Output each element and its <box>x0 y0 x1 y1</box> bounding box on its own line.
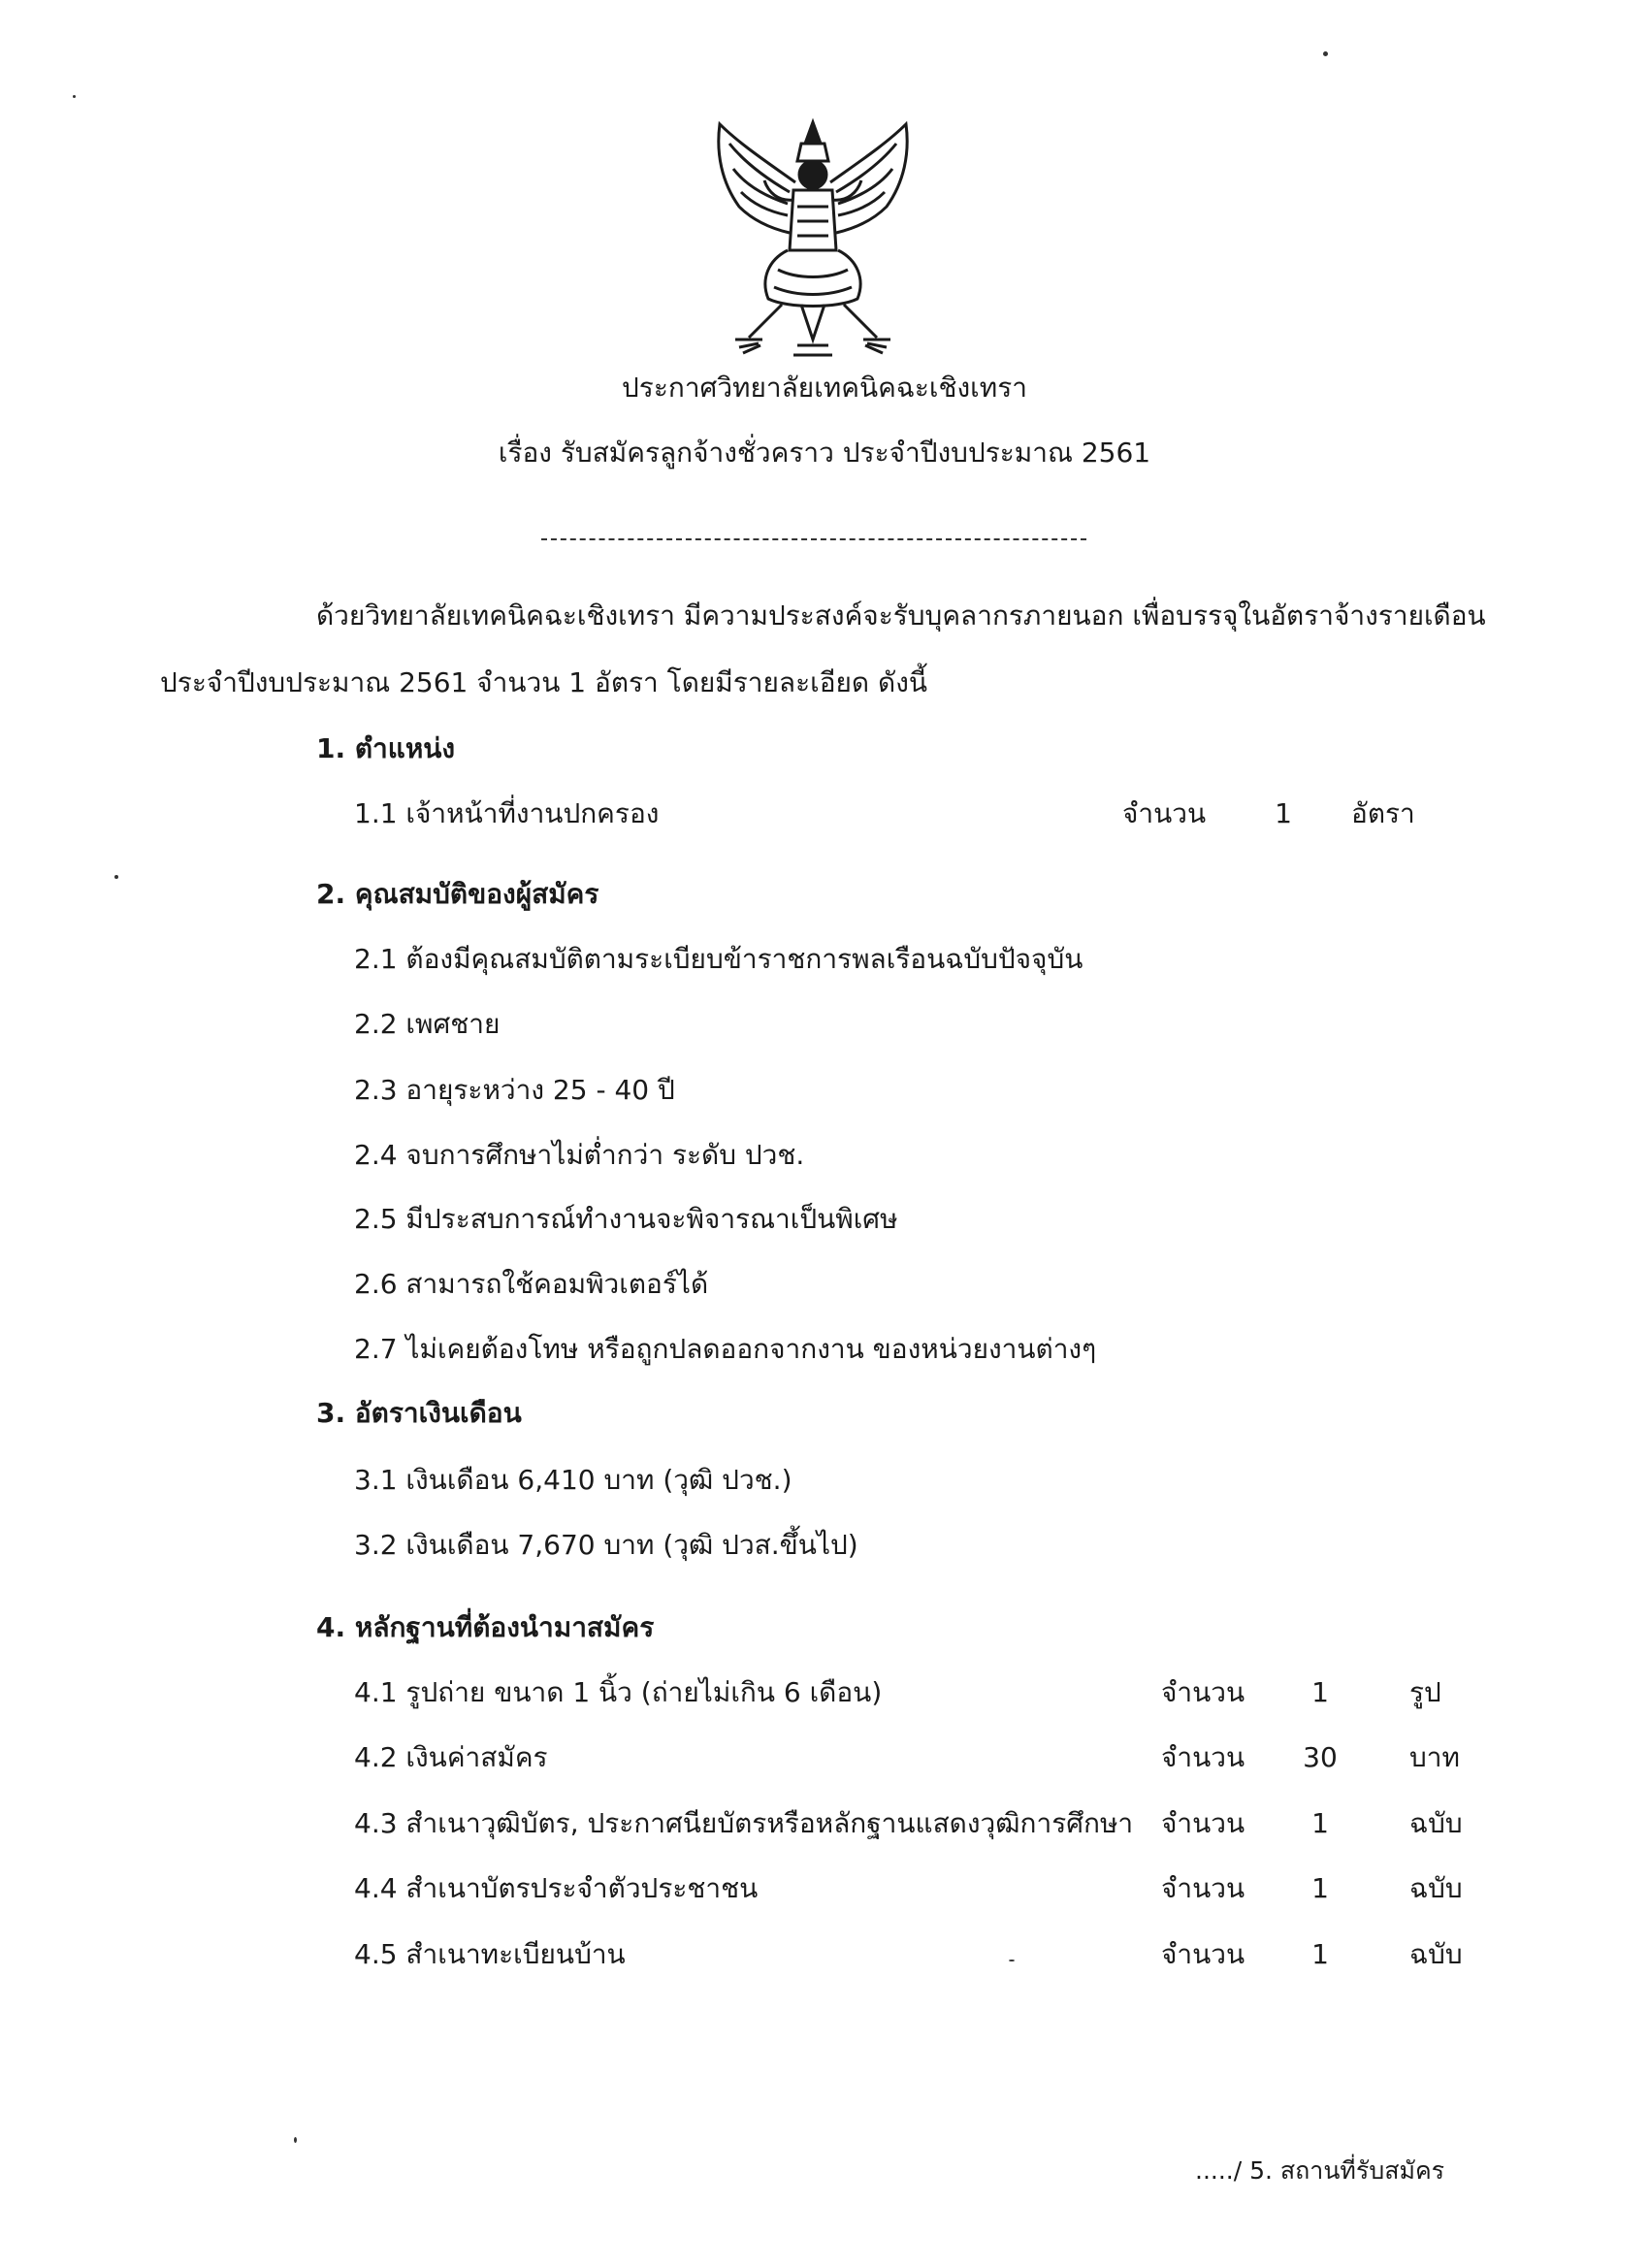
announcement-title: ประกาศวิทยาลัยเทคนิคฉะเชิงเทรา <box>622 372 1027 404</box>
document-item-text: 4.5 สำเนาทะเบียนบ้าน <box>354 1938 626 1970</box>
scan-speck <box>1323 51 1328 56</box>
position-count-unit: อัตรา <box>1351 797 1415 829</box>
document-count-label: จำนวน <box>1161 1676 1245 1708</box>
document-item-text: 4.1 รูปถ่าย ขนาด 1 นิ้ว (ถ่ายไม่เกิน 6 เดือน) <box>354 1676 883 1708</box>
document-count-unit: ฉบับ <box>1409 1807 1463 1839</box>
document-count-unit: รูป <box>1409 1676 1441 1708</box>
qualification-item: 2.6 สามารถใช้คอมพิวเตอร์ได้ <box>354 1268 709 1300</box>
section-heading-salary: 3. อัตราเงินเดือน <box>316 1397 522 1429</box>
document-count-value: 1 <box>1311 1872 1329 1904</box>
document-count-label: จำนวน <box>1161 1938 1245 1970</box>
garuda-emblem-icon <box>700 114 925 362</box>
section-heading-qualifications: 2. คุณสมบัติของผู้สมัคร <box>316 878 599 910</box>
salary-item: 3.2 เงินเดือน 7,670 บาท (วุฒิ ปวส.ขึ้นไป) <box>354 1529 858 1561</box>
section-heading-position: 1. ตำแหน่ง <box>316 732 456 764</box>
scan-speck <box>1009 1960 1015 1961</box>
scan-speck <box>114 875 118 879</box>
section-heading-documents: 4. หลักฐานที่ต้องนำมาสมัคร <box>316 1611 655 1643</box>
page-continuation: ...../ 5. สถานที่รับสมัคร <box>1195 2156 1445 2185</box>
document-item-text: 4.2 เงินค่าสมัคร <box>354 1741 548 1773</box>
qualification-item: 2.2 เพศชาย <box>354 1008 501 1040</box>
document-count-unit: ฉบับ <box>1409 1872 1463 1904</box>
qualification-item: 2.5 มีประสบการณ์ทำงานจะพิจารณาเป็นพิเศษ <box>354 1203 898 1235</box>
qualification-item: 2.3 อายุระหว่าง 25 - 40 ปี <box>354 1074 675 1106</box>
document-count-unit: บาท <box>1409 1741 1460 1773</box>
document-count-label: จำนวน <box>1161 1807 1245 1839</box>
qualification-item: 2.7 ไม่เคยต้องโทษ หรือถูกปลดออกจากงาน ของหน่วยงานต่างๆ <box>354 1333 1097 1365</box>
document-item-text: 4.4 สำเนาบัตรประจำตัวประชาชน <box>354 1872 759 1904</box>
document-count-value: 1 <box>1311 1807 1329 1839</box>
intro-line-2: ประจำปีงบประมาณ 2561 จำนวน 1 อัตรา โดยมีรายละเอียด ดังนี้ <box>160 666 927 698</box>
header-divider <box>541 538 1086 540</box>
qualification-item: 2.4 จบการศึกษาไม่ต่ำกว่า ระดับ ปวช. <box>354 1139 805 1171</box>
document-count-label: จำนวน <box>1161 1872 1245 1904</box>
document-count-unit: ฉบับ <box>1409 1938 1463 1970</box>
scan-speck <box>73 95 76 98</box>
intro-line-1: ด้วยวิทยาลัยเทคนิคฉะเชิงเทรา มีความประสงค์จะรับบุคลากรภายนอก เพื่อบรรจุในอัตราจ้างรายเดือน <box>316 599 1486 632</box>
document-count-label: จำนวน <box>1161 1741 1245 1773</box>
salary-item: 3.1 เงินเดือน 6,410 บาท (วุฒิ ปวช.) <box>354 1464 792 1496</box>
position-count-label: จำนวน <box>1122 797 1207 829</box>
position-item-text: 1.1 เจ้าหน้าที่งานปกครอง <box>354 797 660 829</box>
position-count-value: 1 <box>1275 797 1292 829</box>
document-count-value: 30 <box>1303 1741 1338 1773</box>
document-count-value: 1 <box>1311 1938 1329 1970</box>
document-count-value: 1 <box>1311 1676 1329 1708</box>
document-item-text: 4.3 สำเนาวุฒิบัตร, ประกาศนียบัตรหรือหลักฐานแสดงวุฒิการศึกษา <box>354 1807 1134 1839</box>
scan-speck <box>294 2137 297 2143</box>
qualification-item: 2.1 ต้องมีคุณสมบัติตามระเบียบข้าราชการพลเรือนฉบับปัจจุบัน <box>354 943 1083 975</box>
announcement-subject: เรื่อง รับสมัครลูกจ้างชั่วคราว ประจำปีงบประมาณ 2561 <box>498 437 1151 469</box>
